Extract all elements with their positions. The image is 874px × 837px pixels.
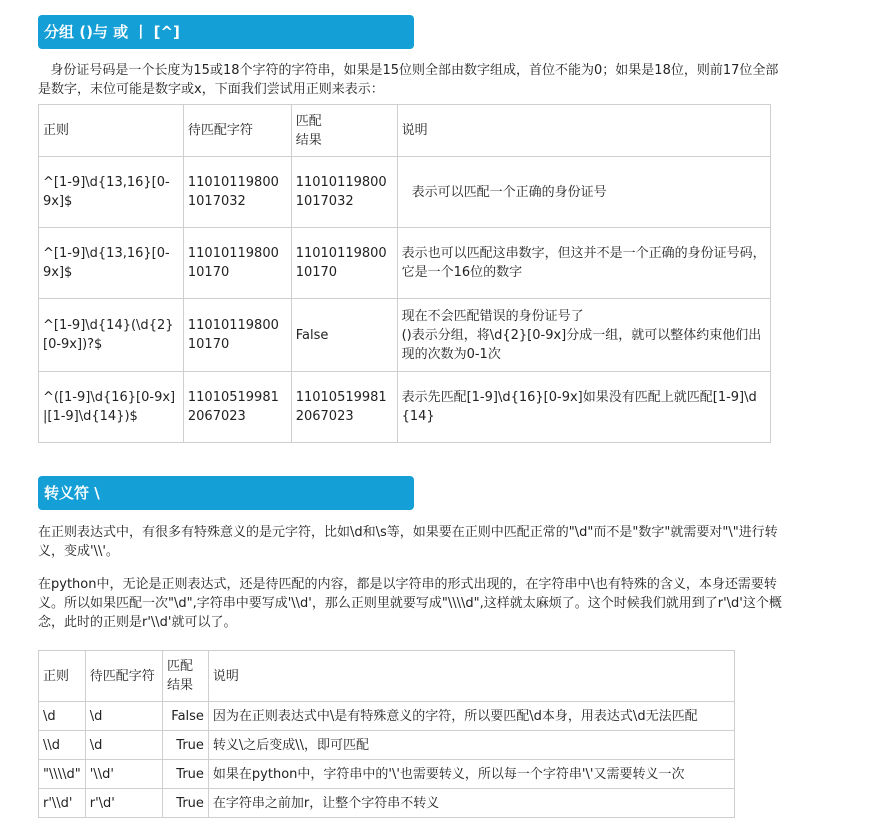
cell-result: 1101011980010170 — [291, 228, 397, 299]
table-row — [39, 228, 771, 299]
id-card-intro-text: 身份证号码是一个长度为15或18个字符的字符串，如果是15位则全部由数字组成，首位不能为0；如果是18位，则前17位全部是数字，末位可能是数字或x，下面我们尝试用正则来表示： — [38, 63, 779, 97]
table-row — [39, 372, 771, 443]
table-header-row — [39, 651, 735, 702]
cell-input: '\\d' — [85, 760, 162, 789]
section-header-grouping: 分组 ()与 或 丨 [^] — [38, 15, 414, 49]
cell-result: True — [163, 789, 209, 818]
cell-note: 如果在python中，字符串中的'\'也需要转义，所以每一个字符串'\'又需要转义一次 — [208, 760, 734, 789]
cell-regex: ^([1-9]\d{16}[0-9x]|[1-9]\d{14})$ — [39, 372, 184, 443]
table-row — [39, 731, 735, 760]
cell-input: 110105199812067023 — [183, 372, 291, 443]
cell-regex: ^[1-9]\d{13,16}[0-9x]$ — [39, 228, 184, 299]
header-note: 说明 — [208, 651, 734, 702]
cell-result: True — [163, 760, 209, 789]
table-row — [39, 702, 735, 731]
header-regex: 正则 — [39, 651, 86, 702]
note-line-1: 现在不会匹配错误的身份证号了 — [401, 308, 584, 324]
cell-input: r'\d' — [85, 789, 162, 818]
cell-result: 110101198001017032 — [291, 157, 397, 228]
cell-regex: ^[1-9]\d{13,16}[0-9x]$ — [39, 157, 184, 228]
cell-note: 因为在正则表达式中\是有特殊意义的字符，所以要匹配\d本身，用表达式\d无法匹配 — [208, 702, 734, 731]
header-input: 待匹配字符 — [183, 105, 291, 157]
cell-input: 110101198001017032 — [183, 157, 291, 228]
section-header-escape: 转义符 \ — [38, 476, 414, 510]
header-result — [291, 105, 397, 157]
cell-note — [397, 299, 770, 372]
cell-note: 表示先匹配[1-9]\d{16}[0-9x]如果没有匹配上就匹配[1-9]\d{14} — [397, 372, 770, 443]
cell-regex: "\\\\d" — [39, 760, 86, 789]
escape-table — [38, 650, 735, 818]
cell-regex: \\d — [39, 731, 86, 760]
cell-note: 在字符串之前加r，让整个字符串不转义 — [208, 789, 734, 818]
escape-para-2: 在python中，无论是正则表达式，还是待匹配的内容，都是以字符串的形式出现的，在字符串中\也有特殊的含义，本身还需要转义。所以如果匹配一次"\d",字符串中要写成'\\d'，那么正则里就要写成"\\\\d",这样就太麻烦了。这个时候我们就用到了r'\d'这个概念，此时的正则是r'\\d'就可以了。 — [38, 577, 782, 630]
cell-input: \d — [85, 702, 162, 731]
table-row — [39, 760, 735, 789]
cell-result: True — [163, 731, 209, 760]
cell-result: False — [163, 702, 209, 731]
cell-regex: \d — [39, 702, 86, 731]
cell-note: 转义\之后变成\\，即可匹配 — [208, 731, 734, 760]
cell-regex: r'\\d' — [39, 789, 86, 818]
table-row — [39, 157, 771, 228]
cell-input: \d — [85, 731, 162, 760]
header-note: 说明 — [397, 105, 770, 157]
header-result-text: 匹配结果 — [295, 113, 322, 148]
header-regex: 正则 — [39, 105, 184, 157]
table-header-row — [39, 105, 771, 157]
cell-result: 110105199812067023 — [291, 372, 397, 443]
cell-result: False — [291, 299, 397, 372]
cell-note: 表示可以匹配一个正确的身份证号 — [397, 157, 770, 228]
cell-note: 表示也可以匹配这串数字，但这并不是一个正确的身份证号码，它是一个16位的数字 — [397, 228, 770, 299]
header-input: 待匹配字符 — [85, 651, 162, 702]
cell-input: 1101011980010170 — [183, 228, 291, 299]
grouping-table — [38, 104, 771, 443]
id-card-intro — [38, 61, 788, 99]
header-result-text: 匹配结果 — [167, 659, 194, 693]
escape-para-1: 在正则表达式中，有很多有特殊意义的是元字符，比如\d和\s等，如果要在正则中匹配正常的"\d"而不是"数字"就需要对"\"进行转义，变成'\\'。 — [38, 525, 778, 559]
note-line-2: ()表示分组，将\d{2}[0-9x]分成一组，就可以整体约束他们出现的次数为0-1次 — [401, 327, 762, 362]
header-result — [163, 651, 209, 702]
cell-input: 1101011980010170 — [183, 299, 291, 372]
cell-regex: ^[1-9]\d{14}(\d{2}[0-9x])?$ — [39, 299, 184, 372]
table-row — [39, 789, 735, 818]
table-row — [39, 299, 771, 372]
